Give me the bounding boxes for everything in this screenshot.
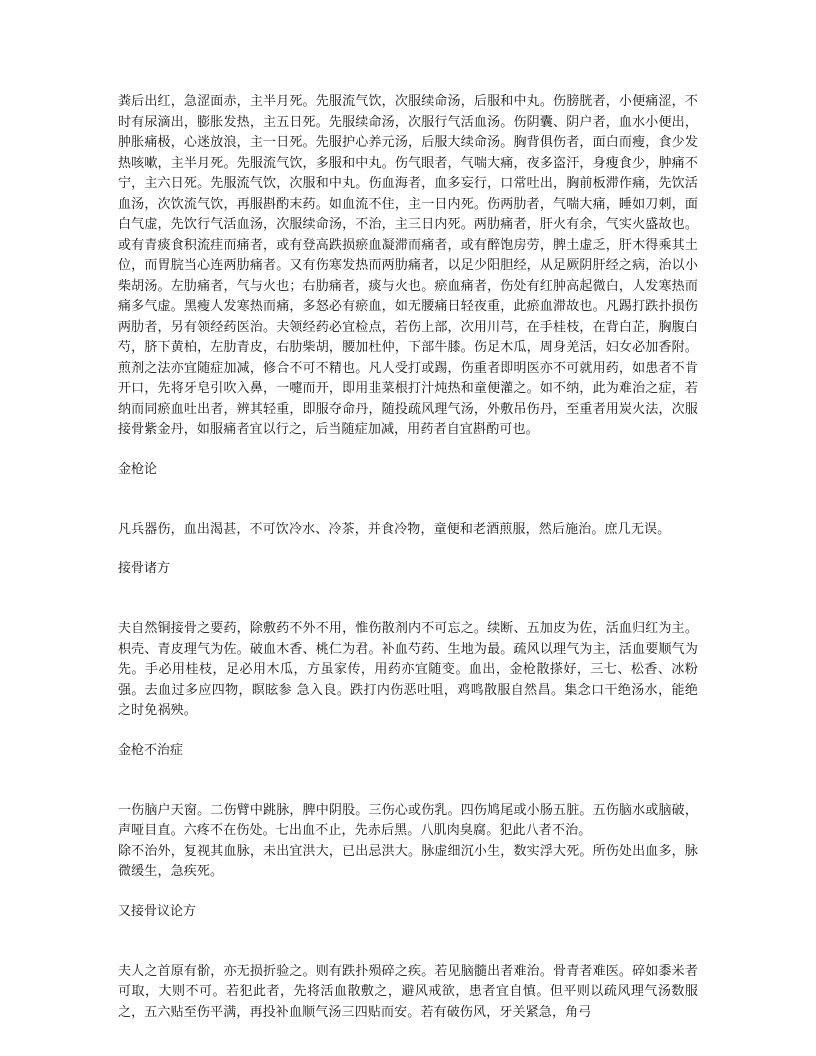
jiegu-paragraph: 夫自然铜接骨之要药，除敷药不外不用，惟伤散剂内不可忘之。续断、五加皮为佐，活血归红为主。枳壳、青皮理气为佐。破血木香、桃仁为君。补血芍药、生地为最。疏风以理气为主，活血要顺气为先。手必用桂枝，足必用木瓜，方虽家传，用药亦宜随变。血出，金枪散搽好，三七、松香、冰粉强。去血过多应四物，瞑眩参 急入良。跌打内伤恶吐咀，鸡鸣散服自然昌。集念口干绝汤水，能绝之时免祸殃。 (118, 621, 698, 718)
intro-paragraph: 粪后出红，急涩面赤，主半月死。先服流气饮，次服续命汤，后服和中丸。伤膀胱者，小便痛涩，不时有尿滴出，膨胀发热，主五日死。先服续命汤，次服行气活血汤。伤阴囊、阴户者，血水小便出，肿胀痛极，心迷放浪，主一日死。先服护心养元汤，后服大续命汤。胸背俱伤者，面白而瘦，食少发热咳嗽，主半月死。先服流气饮，多服和中丸。伤气眼者，气喘大痛，夜多盗汗，身瘦食少，肿痛不宁，主六日死。先服流气饮，次服和中丸。伤血海者，血多妄行，口常吐出，胸前板滞作痛，先饮活血汤，次饮流气饮，再服斟酌末药。如血流不住，主一日内死。伤两肋者，气喘大痛，睡如刀刺，面白气虚，先饮行气活血汤，次服续命汤，不治，主三日内死。两肋痛者，肝火有余，气实火盛故也。或有青痰食积流疰而痛者，或有登高跌损瘀血凝滞而痛者，或有醉饱房劳，脾土虚乏，肝木得乘其土位，而胃脘当心连两肋痛者。又有伤寒发热而两肋痛者，以足少阳胆经，从足厥阴肝经之病，治以小柴胡汤。左肋痛者，气与火也；右肋痛者，痰与火也。瘀血痛者，伤处有红肿高起微白，人发寒热而痛多气虚。黑瘦人发寒热而痛，多怒必有瘀血，如无腰痛日轻夜重，此瘀血滞故也。凡踢打跌扑损伤两肋者，另有领经药医治。夫领经药必宜检点，若伤上部，次用川芎，在手桂枝，在背白芷，胸腹白芍，脐下黄柏，左肋青皮，右肋柴胡，腰加杜仲，下部牛膝。伤足木瓜，周身羌活，妇女必加香附。煎剂之法亦宜随症加减，修合不可不精也。凡人受打或踢，伤重者即明医亦不可就用药，如患者不肯开口，先将牙皂引吹入鼻，一嚏而开，即用韭菜根打汁炖热和童便灌之。如不纳，此为难治之症，若纳而同瘀血吐出者，辨其轻重，即服夺命丹，随投疏风理气汤，外敷吊伤丹，至重者用炭火法，次服接骨紫金丹，如服痛者宜以行之，后当随症加减，用药者自宜斟酌可也。 (118, 94, 698, 437)
section-title-jiegu: 接骨诸方 (118, 561, 171, 576)
section-title-jinqiang: 金枪论 (118, 461, 158, 477)
jinqiang-paragraph: 凡兵器伤，血出渴甚，不可饮冷水、冷茶，并食冷物，童便和老酒煎服，然后施治。庶几无误。 (118, 521, 671, 537)
document-page (118, 92, 698, 1023)
buzhi-paragraph-1: 一伤脑户天窗。二伤臂中跳脉，脾中阴股。三伤心或伤乳。四伤鸠尾或小肠五脏。五伤脑水或脑破，声哑目直。六疼不在伤处。七出血不止，先赤后黑。八肌肉臭腐。犯此八者不治。 (118, 802, 698, 838)
section-title-yijie: 又接骨议论方 (118, 903, 197, 919)
section-title-buzhi: 金枪不治症 (118, 742, 184, 758)
buzhi-paragraph-2: 除不治外，复视其血脉，未出宜洪大，已出忌洪大。脉虚细沉小生，数实浮大死。所伤处出血多，脉微缓生，急疾死。 (118, 843, 698, 879)
yijie-paragraph: 夫人之首原有骱，亦无损折验之。则有跌扑殒碎之疾。若见脑髓出者难治。骨青者难医。碎如黍米者可取，大则不可。若犯此者，先将活血散敷之，避风戒欲，患者宜自慎。但平则以疏风理气汤数服之，五六贴至伤平满，再投补血顺气汤三四贴而安。若有破伤风，牙关紧急，角弓 (118, 963, 698, 1020)
